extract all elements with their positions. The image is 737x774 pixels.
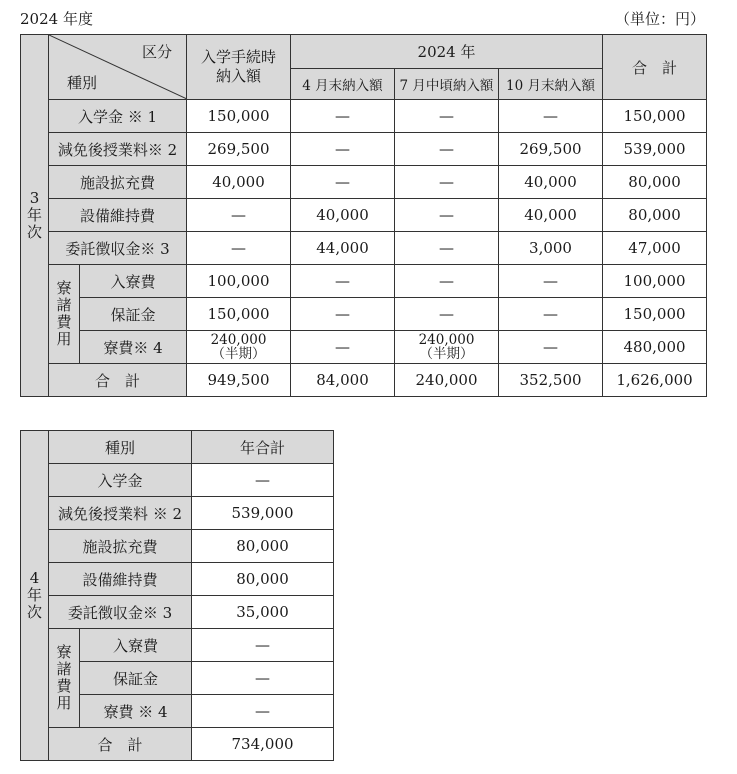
cell-apr: — [291,166,395,199]
cell-jul: — [395,166,499,199]
cell-apr: — [291,133,395,166]
cell-total: 35,000 [192,596,334,629]
row-name: 合 計 [49,364,187,397]
row-name: 減免後授業料 ※ 2 [49,497,192,530]
cell-total: 47,000 [603,232,707,265]
cell-jul: — [395,265,499,298]
table-row [21,100,707,133]
cell-enroll: 949,500 [187,364,291,397]
total-row [21,728,334,761]
row-name: 入学金 ※ 1 [49,100,187,133]
cell-enroll: 240,000 （半期） [187,331,291,364]
row-name: 委託徴収金※ 3 [49,232,187,265]
cell-total: 80,000 [192,563,334,596]
header-total: 合 計 [603,35,707,100]
grade-label-year3: 3 年 次 [21,35,49,397]
cell-total: 80,000 [603,199,707,232]
grade-label-year4: 4 年 次 [21,431,49,761]
row-name: 寮費 ※ 4 [80,695,192,728]
fee-table-year4 [20,430,334,761]
header-july-payment: 7 月中頃納入額 [395,69,499,100]
cell-total: 100,000 [603,265,707,298]
cell-total: 80,000 [192,530,334,563]
cell-apr: — [291,298,395,331]
cell-apr: 40,000 [291,199,395,232]
cell-oct: — [499,100,603,133]
table-row [21,497,334,530]
unit-label: （単位：円） [614,10,705,28]
cell-total: 539,000 [192,497,334,530]
cell-jul: 240,000 （半期） [395,331,499,364]
cell-jul: — [395,199,499,232]
cell-total: 480,000 [603,331,707,364]
table-row [21,563,334,596]
row-name: 入寮費 [80,265,187,298]
header-october-payment: 10 月末納入額 [499,69,603,100]
cell-oct: — [499,298,603,331]
dorm-group-label: 寮 諸 費 用 [49,265,80,364]
row-name: 減免後授業料※ 2 [49,133,187,166]
row-name: 保証金 [80,298,187,331]
table-row [21,166,707,199]
total-row [21,364,707,397]
cell-total: — [192,662,334,695]
cell-oct: — [499,331,603,364]
cell-total: — [192,629,334,662]
cell-jul: — [395,298,499,331]
table-row [21,629,334,662]
cell-enroll: — [187,232,291,265]
cell-enroll: 150,000 [187,298,291,331]
cell-jul: — [395,232,499,265]
dorm-group-label: 寮 諸 費 用 [49,629,80,728]
header-april-payment: 4 月末納入額 [291,69,395,100]
row-name: 寮費※ 4 [80,331,187,364]
cell-enroll: 269,500 [187,133,291,166]
cell-total: 539,000 [603,133,707,166]
row-name: 委託徴収金※ 3 [49,596,192,629]
cell-apr: 84,000 [291,364,395,397]
table-row [21,298,707,331]
cell-apr: 44,000 [291,232,395,265]
cell-jul: — [395,100,499,133]
cell-total: 150,000 [603,298,707,331]
cell-enroll: 100,000 [187,265,291,298]
table-row [21,464,334,497]
table-row [21,199,707,232]
cell-total: — [192,464,334,497]
cell-apr: — [291,331,395,364]
table-row [21,596,334,629]
header-kubun: 区分 [141,43,172,61]
cell-jul: — [395,133,499,166]
cell-apr: — [291,265,395,298]
fee-table-year3 [20,34,707,397]
cell-enroll: 40,000 [187,166,291,199]
table-row [21,530,334,563]
cell-oct: 269,500 [499,133,603,166]
header-shubetsu: 種別 [67,74,98,92]
row-name: 入学金 [49,464,192,497]
table-row [21,133,707,166]
cell-total: 150,000 [603,100,707,133]
cell-apr: — [291,100,395,133]
cell-oct: — [499,265,603,298]
cell-oct: 40,000 [499,166,603,199]
row-name: 保証金 [80,662,192,695]
row-name: 設備維持費 [49,563,192,596]
row-name: 施設拡充費 [49,530,192,563]
fiscal-year-label: 2024 年度 [20,10,93,28]
cell-total: 1,626,000 [603,364,707,397]
header-shubetsu: 種別 [49,431,192,464]
header-enrollment-payment: 入学手続時 納入額 [187,35,291,100]
cell-oct: 3,000 [499,232,603,265]
cell-jul: 240,000 [395,364,499,397]
row-name: 施設拡充費 [49,166,187,199]
header-diagonal-cell [49,35,187,100]
cell-total: 734,000 [192,728,334,761]
cell-oct: 40,000 [499,199,603,232]
row-name: 設備維持費 [49,199,187,232]
cell-enroll: — [187,199,291,232]
table-row [21,265,707,298]
table-row [21,232,707,265]
row-name: 入寮費 [80,629,192,662]
cell-enroll: 150,000 [187,100,291,133]
cell-oct: 352,500 [499,364,603,397]
header-year-2024: 2024 年 [291,35,603,69]
cell-total: — [192,695,334,728]
header-annual-total: 年合計 [192,431,334,464]
cell-total: 80,000 [603,166,707,199]
table-row [21,331,707,364]
row-name: 合 計 [49,728,192,761]
